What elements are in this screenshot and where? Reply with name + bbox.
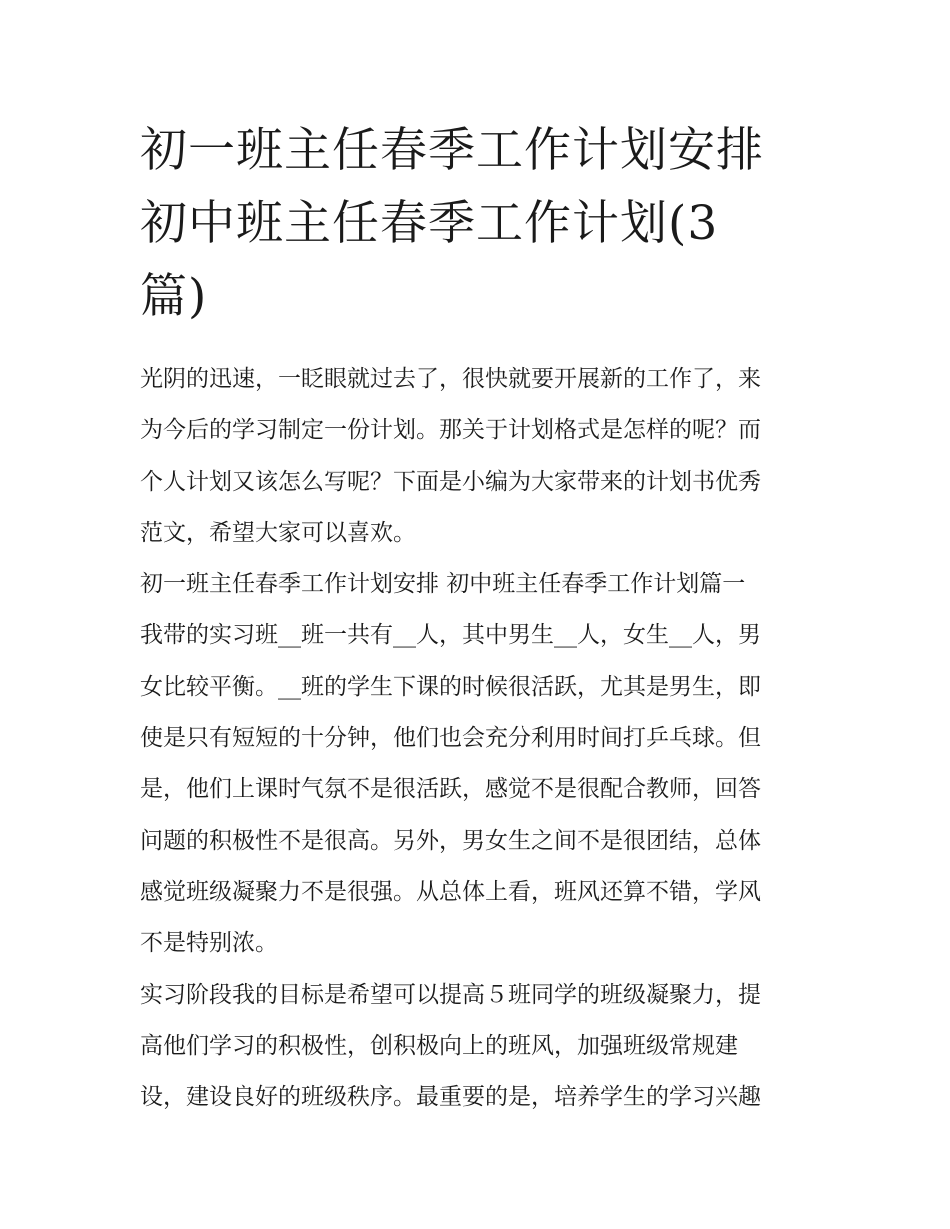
body-line: 设，建设良好的班级秩序。最重要的是，培养学生的学习兴趣	[140, 1084, 761, 1111]
body-line: 我带的实习班__班一共有__人，其中男生__人，女生__人，男	[140, 622, 761, 649]
body-line: 使是只有短短的十分钟，他们也会充分利用时间打乒乓球。但	[140, 725, 761, 752]
body-line: 高他们学习的积极性，创积极向上的班风，加强班级常规建	[140, 1032, 738, 1059]
body-line: 实习阶段我的目标是希望可以提高５班同学的班级凝聚力，提	[140, 981, 761, 1008]
body-line: 是，他们上课时气氛不是很活跃，感觉不是很配合教师，回答	[140, 776, 761, 803]
body-line: 问题的积极性不是很高。另外，男女生之间不是很团结，总体	[140, 827, 761, 854]
title-line: 初一班主任春季工作计划安排	[140, 123, 764, 178]
body-line: 感觉班级凝聚力不是很强。从总体上看，班风还算不错，学风	[140, 878, 761, 905]
document-body	[140, 354, 820, 1123]
document-title	[140, 114, 820, 333]
body-line: 范文，希望大家可以喜欢。	[140, 519, 416, 546]
body-line: 女比较平衡。__班的学生下课的时候很活跃，尤其是男生，即	[140, 673, 761, 700]
body-line: 光阴的迅速，一眨眼就过去了，很快就要开展新的工作了，来	[140, 366, 761, 392]
body-line: 为今后的学习制定一份计划。那关于计划格式是怎样的呢？而	[140, 417, 761, 444]
section-heading: 初一班主任春季工作计划安排 初中班主任春季工作计划篇一	[140, 571, 746, 598]
title-line: 篇)	[140, 269, 208, 324]
body-line: 不是特别浓。	[140, 930, 278, 957]
body-line: 个人计划又该怎么写呢？下面是小编为大家带来的计划书优秀	[140, 468, 761, 495]
title-line: 初中班主任春季工作计划(3	[140, 196, 719, 251]
